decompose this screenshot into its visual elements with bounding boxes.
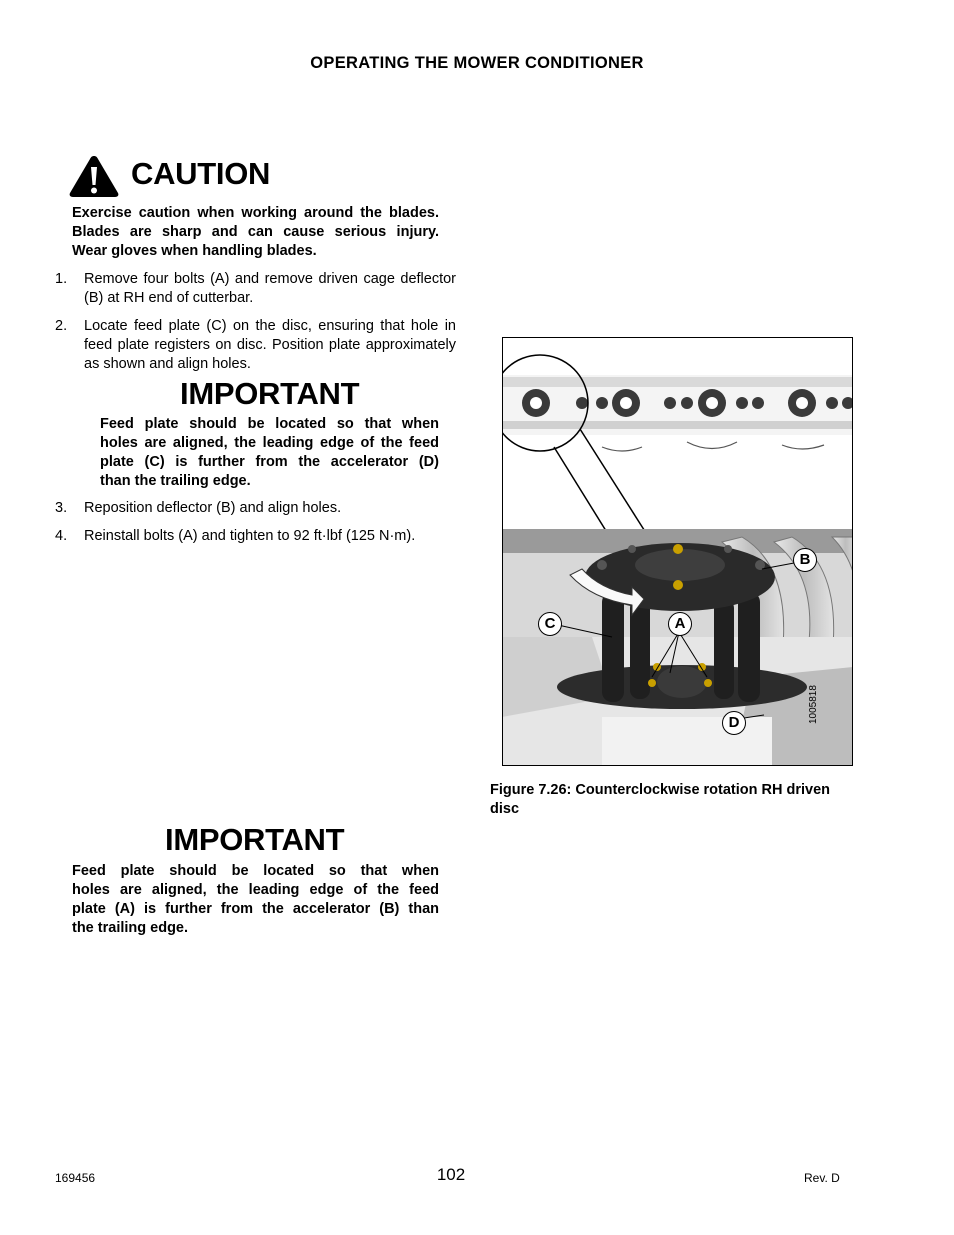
revision: Rev. D — [804, 1171, 840, 1185]
step-number: 4. — [55, 528, 68, 544]
important-title-bottom: IMPORTANT — [165, 822, 345, 857]
important-line: plate (C) is further from the accelerator (D) — [100, 454, 439, 470]
important-text-bottom — [72, 862, 439, 938]
caution-line: Blades are sharp and can cause serious injury. — [72, 224, 439, 240]
important-title: IMPORTANT — [180, 376, 360, 411]
step-text: Reinstall bolts (A) and tighten to 92 ft·lbf (125 N·m). — [84, 528, 416, 544]
callout-b: B — [793, 548, 817, 572]
important-line: than the trailing edge. — [100, 473, 251, 489]
step-text: Remove four bolts (A) and remove driven cage deflector (B) at RH end of cutterbar. — [84, 271, 456, 306]
step-text: Reposition deflector (B) and align holes. — [84, 500, 342, 516]
figure-id: 1005818 — [808, 685, 819, 724]
callout-d: D — [722, 711, 746, 735]
step-number: 2. — [55, 318, 68, 334]
warning-triangle-icon — [68, 154, 120, 198]
important-line: the trailing edge. — [72, 920, 189, 936]
callout-a: A — [668, 612, 692, 636]
caution-title: CAUTION — [131, 156, 271, 191]
doc-number: 169456 — [55, 1171, 96, 1185]
important-line: holes are aligned, the leading edge of the feed — [100, 435, 439, 451]
important-text — [100, 415, 439, 491]
callout-c: C — [538, 612, 562, 636]
page-number: 102 — [436, 1165, 466, 1184]
important-line: plate (A) is further from the accelerator (B) than — [72, 901, 439, 917]
important-line: holes are aligned, the leading edge of the feed — [72, 882, 439, 898]
figure-caption: Figure 7.26: Counterclockwise rotation RH driven disc — [490, 782, 831, 817]
step-text: Locate feed plate (C) on the disc, ensuring that hole in feed plate registers on disc. Position plate approximately as shown and align holes. — [84, 318, 456, 372]
caution-line: Wear gloves when handling blades. — [72, 243, 317, 259]
page-header: OPERATING THE MOWER CONDITIONER — [310, 54, 644, 72]
caution-text — [72, 204, 439, 261]
important-line: Feed plate should be located so that when — [100, 416, 439, 432]
step-number: 3. — [55, 500, 68, 516]
caution-line: Exercise caution when working around the blades. — [72, 205, 439, 221]
important-line: Feed plate should be located so that when — [72, 863, 439, 879]
step-number: 1. — [55, 271, 68, 287]
